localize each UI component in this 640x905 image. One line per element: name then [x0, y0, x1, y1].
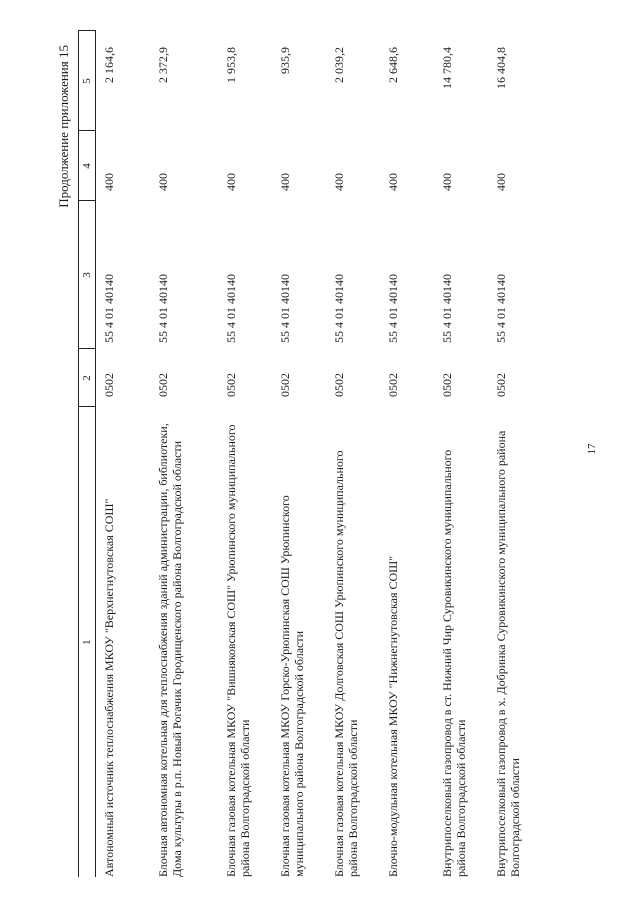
expense-type: 400	[494, 173, 508, 191]
object-name: Блочно-модульная котельная МКОУ "Нижнегнутовская СОШ"	[386, 555, 400, 877]
section-code: 0502	[440, 373, 454, 397]
amount: 2 164,6	[102, 47, 116, 83]
amount: 935,9	[278, 47, 292, 74]
table-row	[434, 31, 488, 877]
section-code: 0502	[156, 373, 170, 397]
header-col-2: 2	[79, 349, 96, 407]
target-article: 55 4 01 40140	[440, 274, 454, 343]
object-name: Внутрипоселковый газопровод в ст. Нижний Чир Суровикинского муниципального района Волгоградской области	[440, 449, 468, 877]
section-code: 0502	[386, 373, 400, 397]
amount: 2 372,9	[156, 47, 170, 83]
table-row	[380, 31, 434, 877]
object-name: Блочная газовая котельная МКОУ Долговская СОШ Урюпинского муниципального района Волгоградской области	[332, 450, 360, 877]
table-row	[218, 31, 272, 877]
section-code: 0502	[278, 373, 292, 397]
section-code: 0502	[494, 373, 508, 397]
amount: 1 953,8	[224, 47, 238, 83]
header-col-5: 5	[79, 31, 96, 131]
object-name: Блочная газовая котельная МКОУ Горско-Урюпинская СОШ Урюпинского муниципального района Волгоградской области	[278, 495, 306, 877]
table-row	[150, 31, 218, 877]
header-col-1: 1	[79, 407, 96, 877]
table-row	[326, 31, 380, 877]
header-col-4: 4	[79, 131, 96, 201]
object-name: Блочная автономная котельная для теплоснабжения зданий администрации, библиотеки, Дома культуры в р.п. Новый Рогачик Городищенского района Волгоградской области	[156, 423, 184, 877]
expense-type: 400	[440, 173, 454, 191]
object-name: Автономный источник теплоснабжения МКОУ "Верхнегнутовская СОШ"	[102, 498, 116, 877]
expense-type: 400	[332, 173, 346, 191]
table-row	[96, 31, 151, 877]
target-article: 55 4 01 40140	[278, 274, 292, 343]
object-name: Блочная газовая котельная МКОУ "Вишняковская СОШ" Урюпинского муниципального района Волгоградской области	[224, 424, 252, 877]
target-article: 55 4 01 40140	[332, 274, 346, 343]
amount: 14 780,4	[440, 47, 454, 89]
table-body	[96, 31, 557, 877]
section-code: 0502	[332, 373, 346, 397]
target-article: 55 4 01 40140	[102, 274, 116, 343]
target-article: 55 4 01 40140	[386, 274, 400, 343]
amount: 16 404,8	[494, 47, 508, 89]
expense-type: 400	[156, 173, 170, 191]
amount: 2 039,2	[332, 47, 346, 83]
expense-type: 400	[278, 173, 292, 191]
table-header	[79, 31, 96, 877]
target-article: 55 4 01 40140	[494, 274, 508, 343]
section-code: 0502	[102, 373, 116, 397]
table-row	[488, 31, 556, 877]
expense-type: 400	[386, 173, 400, 191]
continuation-label: Продолжение приложения 15	[56, 45, 71, 208]
section-code: 0502	[224, 373, 238, 397]
target-article: 55 4 01 40140	[224, 274, 238, 343]
amount: 2 648,6	[386, 47, 400, 83]
expense-type: 400	[224, 173, 238, 191]
expense-type: 400	[102, 173, 116, 191]
object-name: Внутрипоселковый газопровод в х. Добринка Суровикинского муниципального района Волгоградской области	[494, 430, 522, 877]
target-article: 55 4 01 40140	[156, 274, 170, 343]
budget-table	[78, 31, 556, 878]
header-col-3: 3	[79, 201, 96, 349]
page-number: 17	[586, 443, 598, 455]
table-row	[272, 31, 326, 877]
